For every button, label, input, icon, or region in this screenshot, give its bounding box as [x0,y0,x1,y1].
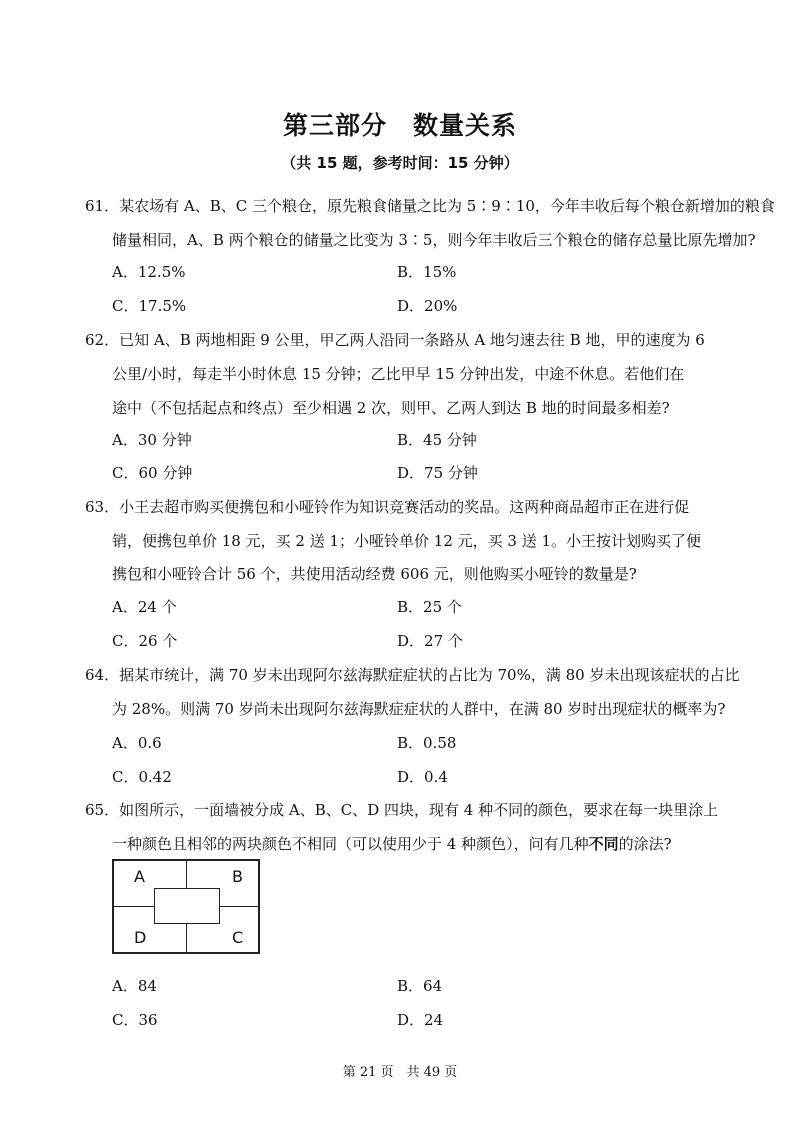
question-text: 公里/小时，每走半小时休息 15 分钟；乙比甲早 15 分钟出发，中途不休息。若他们在 [112,365,685,383]
emphasis-text: 不同 [588,835,619,853]
option-a: A．12.5% [112,263,186,281]
question-text: 64．据某市统计，满 70 岁未出现阿尔兹海默症症状的占比为 70%，满 80 岁未出现该症状的占比 [85,666,740,684]
question-text: 65．如图所示，一面墙被分成 A、B、C、D 四块，现有 4 种不同的颜色，要求在每一块里涂上 [85,801,719,819]
question-text-part: 一种颜色且相邻的两块颜色不相同（可以使用少于 4 种颜色），问有几种 [112,835,589,853]
question-text: 携包和小哑铃合计 56 个，共使用活动经费 606 元，则他购买小哑铃的数量是? [112,565,637,583]
option-a: A．84 [112,977,157,995]
option-c: C．60 分钟 [112,464,193,482]
option-a: A．24 个 [112,598,177,616]
option-d: D．0.4 [397,768,448,786]
option-d: D．24 [397,1011,444,1029]
option-c: C．0.42 [112,768,172,786]
option-d: D．20% [397,297,458,315]
option-b: B．15% [397,263,457,281]
question-text: 63．小王去超市购买便携包和小哑铃作为知识竞赛活动的奖品。这两种商品超市正在进行促 [85,498,690,516]
option-c: C．17.5% [112,297,187,315]
option-d: D．27 个 [397,632,463,650]
option-a: A．30 分钟 [112,431,192,449]
figure-label-b: B [232,867,243,886]
question-text: 62．已知 A、B 两地相距 9 公里，甲乙两人沿同一条路从 A 地匀速去往 B 地，甲的速度为 6 [85,331,705,349]
question-text: 销，便携包单价 18 元，买 2 送 1；小哑铃单价 12 元，买 3 送 1。小王按计划购买了便 [112,532,702,550]
question-text-line2 [112,834,752,854]
option-b: B．0.58 [397,734,457,752]
figure-label-d: D [134,928,147,947]
question-text: 61．某农场有 A、B、C 三个粮仓，原先粮食储量之比为 5∶9∶10，今年丰收后每个粮仓新增加的粮食 [85,197,775,215]
figure-label-c: C [232,928,244,947]
option-b: B．25 个 [397,598,462,616]
option-a: A．0.6 [112,734,162,752]
option-c: C．26 个 [112,632,178,650]
figure-label-a: A [134,867,145,886]
section-title: 第三部分 数量关系 [282,111,517,140]
section-subtitle: （共 15 题，参考时间：15 分钟） [281,154,519,172]
figure-divider-top [186,861,187,888]
question-text-part: 的涂法? [618,835,672,853]
wall-partition-figure [112,859,260,954]
question-text: 为 28%。则满 70 岁尚未出现阿尔兹海默症症状的人群中，在满 80 岁时出现症状的概率为? [112,700,726,718]
option-d: D．75 分钟 [397,464,478,482]
question-text: 途中（不包括起点和终点）至少相遇 2 次，则甲、乙两人到达 B 地的时间最多相差? [112,399,670,417]
option-b: B．64 [397,977,443,995]
option-c: C．36 [112,1011,158,1029]
page-number: 第 21 页 共 49 页 [342,1065,458,1080]
option-b: B．45 分钟 [397,431,477,449]
figure-divider-bottom [186,924,187,954]
question-text: 储量相同，A、B 两个粮仓的储量之比变为 3∶5，则今年丰收后三个粮仓的储存总量比原先增加? [112,231,756,249]
figure-center-rect [154,888,220,924]
